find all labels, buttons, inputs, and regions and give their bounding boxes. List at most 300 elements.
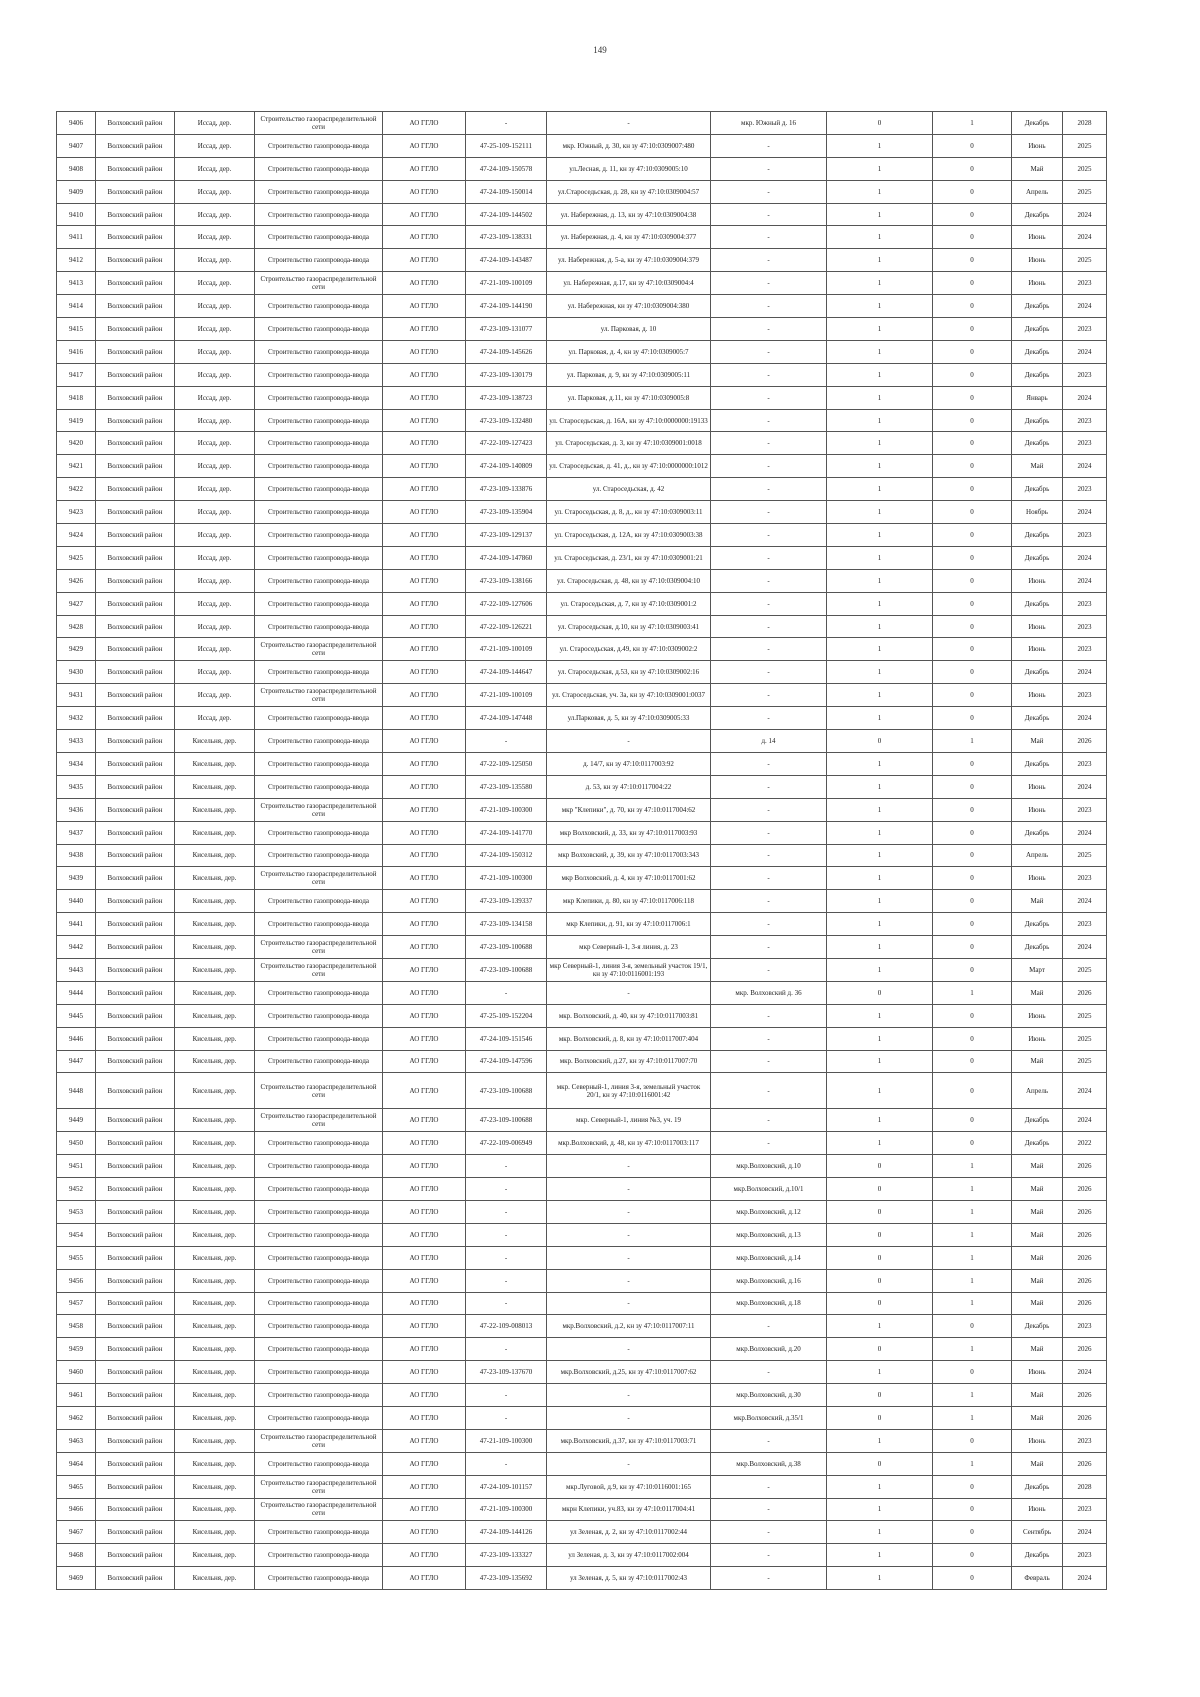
cell-year: 2023 [1063, 524, 1107, 547]
cell-month: Июнь [1012, 134, 1063, 157]
cell-operator: АО ГГЛО [383, 409, 466, 432]
cell-district: Волховский район [96, 1384, 175, 1407]
cell-planned-address: мкр. Волховский д. 36 [711, 981, 827, 1004]
cell-cadastral-address: - [547, 1406, 711, 1429]
cell-work-type: Строительство газопровода-ввода [255, 386, 383, 409]
cell-contract-number: 47-24-109-151546 [466, 1027, 547, 1050]
cell-operator: АО ГГЛО [383, 752, 466, 775]
cell-contract-number: 47-24-109-144126 [466, 1521, 547, 1544]
cell-operator: АО ГГЛО [383, 1384, 466, 1407]
cell-row-number: 9464 [57, 1452, 96, 1475]
cell-planned-address: - [711, 1109, 827, 1132]
cell-count-connected: 1 [827, 318, 933, 341]
cell-settlement: Кисельня, дер. [175, 1109, 255, 1132]
cell-settlement: Иссад, дер. [175, 432, 255, 455]
cell-operator: АО ГГЛО [383, 775, 466, 798]
cell-district: Волховский район [96, 363, 175, 386]
cell-count-planned: 0 [933, 272, 1012, 295]
table-row [57, 730, 1107, 753]
cell-row-number: 9466 [57, 1498, 96, 1521]
cell-month: Декабрь [1012, 752, 1063, 775]
table-row [57, 180, 1107, 203]
cell-district: Волховский район [96, 1338, 175, 1361]
cell-month: Июнь [1012, 1429, 1063, 1452]
cell-operator: АО ГГЛО [383, 1544, 466, 1567]
cell-month: Декабрь [1012, 1315, 1063, 1338]
cell-count-connected: 1 [827, 226, 933, 249]
cell-cadastral-address: ул. Набережная, д. 5-а, кн зу 47:10:0309004:379 [547, 249, 711, 272]
cell-district: Волховский район [96, 1223, 175, 1246]
cell-cadastral-address: мкр Волховский, д. 33, кн зу 47:10:0117003:93 [547, 821, 711, 844]
cell-contract-number: 47-25-109-152111 [466, 134, 547, 157]
cell-contract-number: 47-22-109-006949 [466, 1132, 547, 1155]
cell-settlement: Кисельня, дер. [175, 1338, 255, 1361]
cell-count-planned: 0 [933, 249, 1012, 272]
cell-work-type: Строительство газопровода-ввода [255, 455, 383, 478]
cell-year: 2024 [1063, 661, 1107, 684]
cell-year: 2022 [1063, 1132, 1107, 1155]
cell-contract-number: 47-24-109-140809 [466, 455, 547, 478]
cell-row-number: 9451 [57, 1155, 96, 1178]
cell-work-type: Строительство газопровода-ввода [255, 1223, 383, 1246]
cell-year: 2023 [1063, 478, 1107, 501]
cell-planned-address: мкр.Волховский, д.10 [711, 1155, 827, 1178]
cell-count-connected: 1 [827, 363, 933, 386]
cell-year: 2026 [1063, 1406, 1107, 1429]
cell-operator: АО ГГЛО [383, 180, 466, 203]
cell-cadastral-address: - [547, 1338, 711, 1361]
cell-month: Июнь [1012, 684, 1063, 707]
cell-row-number: 9462 [57, 1406, 96, 1429]
cell-year: 2026 [1063, 1292, 1107, 1315]
cell-year: 2026 [1063, 1269, 1107, 1292]
table-row [57, 1200, 1107, 1223]
cell-cadastral-address: мкр.Волховский, д.25, кн зу 47:10:0117007:62 [547, 1361, 711, 1384]
cell-cadastral-address: ул. Набережная, д. 13, кн зу 47:10:0309004:38 [547, 203, 711, 226]
cell-count-connected: 1 [827, 295, 933, 318]
cell-count-connected: 1 [827, 1361, 933, 1384]
cell-year: 2024 [1063, 1521, 1107, 1544]
cell-operator: АО ГГЛО [383, 1521, 466, 1544]
cell-row-number: 9435 [57, 775, 96, 798]
cell-cadastral-address: ул. Парковая, д. 9, кн зу 47:10:0309005:11 [547, 363, 711, 386]
cell-contract-number: - [466, 1178, 547, 1201]
cell-work-type: Строительство газопровода-ввода [255, 1200, 383, 1223]
cell-work-type: Строительство газораспределительной сети [255, 1498, 383, 1521]
cell-month: Май [1012, 1406, 1063, 1429]
cell-cadastral-address: ул.Лесная, д. 11, кн зу 47:10:0309005:10 [547, 157, 711, 180]
cell-month: Декабрь [1012, 363, 1063, 386]
cell-count-planned: 0 [933, 775, 1012, 798]
cell-count-planned: 0 [933, 134, 1012, 157]
cell-row-number: 9418 [57, 386, 96, 409]
cell-row-number: 9439 [57, 867, 96, 890]
table-row [57, 1155, 1107, 1178]
cell-cadastral-address: ул Зеленая, д. 5, кн зу 47:10:0117002:43 [547, 1567, 711, 1590]
cell-planned-address: д. 14 [711, 730, 827, 753]
cell-year: 2026 [1063, 981, 1107, 1004]
cell-planned-address: - [711, 867, 827, 890]
cell-count-connected: 1 [827, 455, 933, 478]
cell-planned-address: - [711, 890, 827, 913]
cell-year: 2026 [1063, 1223, 1107, 1246]
cell-district: Волховский район [96, 1544, 175, 1567]
cell-count-planned: 0 [933, 1027, 1012, 1050]
cell-work-type: Строительство газопровода-ввода [255, 1155, 383, 1178]
cell-work-type: Строительство газопровода-ввода [255, 318, 383, 341]
cell-year: 2028 [1063, 112, 1107, 135]
cell-month: Март [1012, 958, 1063, 981]
cell-cadastral-address: ул. Парковая, д.11, кн зу 47:10:0309005:8 [547, 386, 711, 409]
cell-district: Волховский район [96, 180, 175, 203]
cell-row-number: 9413 [57, 272, 96, 295]
cell-row-number: 9461 [57, 1384, 96, 1407]
cell-row-number: 9465 [57, 1475, 96, 1498]
cell-month: Декабрь [1012, 1475, 1063, 1498]
cell-month: Декабрь [1012, 661, 1063, 684]
cell-row-number: 9454 [57, 1223, 96, 1246]
cell-operator: АО ГГЛО [383, 203, 466, 226]
cell-contract-number: 47-23-109-139337 [466, 890, 547, 913]
cell-work-type: Строительство газопровода-ввода [255, 1004, 383, 1027]
cell-cadastral-address: мкр. Волховский, д. 8, кн зу 47:10:0117007:404 [547, 1027, 711, 1050]
cell-work-type: Строительство газопровода-ввода [255, 752, 383, 775]
cell-planned-address: мкр.Волховский, д.35/1 [711, 1406, 827, 1429]
cell-district: Волховский район [96, 318, 175, 341]
cell-work-type: Строительство газопровода-ввода [255, 249, 383, 272]
cell-district: Волховский район [96, 1452, 175, 1475]
table-row [57, 249, 1107, 272]
cell-count-planned: 0 [933, 1544, 1012, 1567]
cell-row-number: 9424 [57, 524, 96, 547]
cell-row-number: 9441 [57, 913, 96, 936]
cell-district: Волховский район [96, 157, 175, 180]
cell-contract-number: 47-21-109-100300 [466, 798, 547, 821]
cell-district: Волховский район [96, 524, 175, 547]
cell-contract-number: 47-24-109-141770 [466, 821, 547, 844]
cell-count-connected: 1 [827, 707, 933, 730]
cell-month: Декабрь [1012, 340, 1063, 363]
cell-planned-address: - [711, 958, 827, 981]
cell-settlement: Кисельня, дер. [175, 1073, 255, 1109]
cell-count-planned: 0 [933, 295, 1012, 318]
cell-row-number: 9436 [57, 798, 96, 821]
cell-operator: АО ГГЛО [383, 1155, 466, 1178]
cell-planned-address: - [711, 180, 827, 203]
cell-planned-address: - [711, 1315, 827, 1338]
cell-work-type: Строительство газораспределительной сети [255, 684, 383, 707]
cell-planned-address: - [711, 821, 827, 844]
cell-contract-number: 47-21-109-100109 [466, 684, 547, 707]
cell-district: Волховский район [96, 1292, 175, 1315]
cell-work-type: Строительство газопровода-ввода [255, 501, 383, 524]
cell-settlement: Иссад, дер. [175, 318, 255, 341]
cell-work-type: Строительство газопровода-ввода [255, 1338, 383, 1361]
cell-planned-address: - [711, 569, 827, 592]
cell-operator: АО ГГЛО [383, 684, 466, 707]
cell-row-number: 9407 [57, 134, 96, 157]
cell-count-planned: 1 [933, 1452, 1012, 1475]
cell-count-connected: 1 [827, 1073, 933, 1109]
cell-district: Волховский район [96, 1004, 175, 1027]
cell-district: Волховский район [96, 707, 175, 730]
cell-year: 2024 [1063, 1109, 1107, 1132]
cell-settlement: Кисельня, дер. [175, 958, 255, 981]
cell-operator: АО ГГЛО [383, 455, 466, 478]
cell-operator: АО ГГЛО [383, 1429, 466, 1452]
cell-count-planned: 0 [933, 157, 1012, 180]
table-row [57, 1050, 1107, 1073]
cell-contract-number: 47-24-109-147860 [466, 546, 547, 569]
cell-operator: АО ГГЛО [383, 1200, 466, 1223]
cell-settlement: Иссад, дер. [175, 226, 255, 249]
cell-cadastral-address: д. 14/7, кн зу 47:10:0117003:92 [547, 752, 711, 775]
page-number: 149 [593, 45, 607, 55]
cell-count-connected: 1 [827, 592, 933, 615]
cell-contract-number: 47-21-109-100109 [466, 272, 547, 295]
cell-year: 2024 [1063, 936, 1107, 959]
cell-count-planned: 0 [933, 432, 1012, 455]
table-row [57, 1567, 1107, 1590]
cell-count-planned: 0 [933, 958, 1012, 981]
cell-row-number: 9408 [57, 157, 96, 180]
cell-row-number: 9469 [57, 1567, 96, 1590]
cell-cadastral-address: мкр Северный-1, 3-я линия, д. 23 [547, 936, 711, 959]
cell-cadastral-address: - [547, 730, 711, 753]
cell-planned-address: - [711, 1567, 827, 1590]
cell-contract-number: 47-23-109-100688 [466, 936, 547, 959]
cell-count-planned: 1 [933, 981, 1012, 1004]
cell-count-connected: 1 [827, 958, 933, 981]
cell-settlement: Кисельня, дер. [175, 913, 255, 936]
cell-operator: АО ГГЛО [383, 546, 466, 569]
cell-count-connected: 1 [827, 1498, 933, 1521]
cell-settlement: Иссад, дер. [175, 272, 255, 295]
cell-count-connected: 1 [827, 272, 933, 295]
cell-count-planned: 0 [933, 913, 1012, 936]
cell-year: 2024 [1063, 340, 1107, 363]
cell-row-number: 9428 [57, 615, 96, 638]
table-row [57, 592, 1107, 615]
cell-operator: АО ГГЛО [383, 1452, 466, 1475]
cell-planned-address: - [711, 707, 827, 730]
table-row [57, 1338, 1107, 1361]
cell-work-type: Строительство газопровода-ввода [255, 157, 383, 180]
cell-row-number: 9449 [57, 1109, 96, 1132]
cell-month: Май [1012, 890, 1063, 913]
cell-district: Волховский район [96, 386, 175, 409]
cell-settlement: Иссад, дер. [175, 157, 255, 180]
table-row [57, 569, 1107, 592]
table-row [57, 112, 1107, 135]
cell-settlement: Иссад, дер. [175, 386, 255, 409]
cell-work-type: Строительство газораспределительной сети [255, 1429, 383, 1452]
cell-planned-address: - [711, 455, 827, 478]
cell-row-number: 9429 [57, 638, 96, 661]
cell-work-type: Строительство газораспределительной сети [255, 272, 383, 295]
cell-district: Волховский район [96, 958, 175, 981]
cell-row-number: 9457 [57, 1292, 96, 1315]
cell-district: Волховский район [96, 1200, 175, 1223]
cell-work-type: Строительство газопровода-ввода [255, 1384, 383, 1407]
cell-count-connected: 1 [827, 775, 933, 798]
cell-operator: АО ГГЛО [383, 867, 466, 890]
cell-settlement: Кисельня, дер. [175, 1223, 255, 1246]
cell-count-planned: 0 [933, 752, 1012, 775]
cell-cadastral-address: ул Зеленая, д. 2, кн зу 47:10:0117002:44 [547, 1521, 711, 1544]
cell-planned-address: - [711, 1521, 827, 1544]
cell-cadastral-address: ул. Староседьская, д. 3, кн зу 47:10:0309001:0018 [547, 432, 711, 455]
cell-operator: АО ГГЛО [383, 340, 466, 363]
cell-work-type: Строительство газопровода-ввода [255, 180, 383, 203]
cell-count-planned: 0 [933, 592, 1012, 615]
cell-district: Волховский район [96, 1429, 175, 1452]
cell-planned-address: - [711, 936, 827, 959]
cell-district: Волховский район [96, 638, 175, 661]
cell-count-planned: 0 [933, 1109, 1012, 1132]
cell-work-type: Строительство газопровода-ввода [255, 592, 383, 615]
cell-cadastral-address: ул. Староседьская, д. 41, д., кн зу 47:10:0000000:1012 [547, 455, 711, 478]
cell-month: Декабрь [1012, 478, 1063, 501]
cell-count-planned: 0 [933, 1498, 1012, 1521]
cell-count-connected: 1 [827, 1027, 933, 1050]
cell-month: Июнь [1012, 226, 1063, 249]
cell-contract-number: - [466, 1338, 547, 1361]
cell-operator: АО ГГЛО [383, 1498, 466, 1521]
cell-count-planned: 0 [933, 409, 1012, 432]
cell-work-type: Строительство газопровода-ввода [255, 1292, 383, 1315]
cell-month: Декабрь [1012, 112, 1063, 135]
cell-cadastral-address: мкр. Волховский, д. 40, кн зу 47:10:0117003:81 [547, 1004, 711, 1027]
cell-work-type: Строительство газопровода-ввода [255, 821, 383, 844]
cell-year: 2023 [1063, 798, 1107, 821]
cell-cadastral-address: ул. Староседьская, уч. 3а, кн зу 47:10:0309001:0037 [547, 684, 711, 707]
cell-work-type: Строительство газопровода-ввода [255, 730, 383, 753]
cell-month: Июнь [1012, 1498, 1063, 1521]
cell-month: Июнь [1012, 615, 1063, 638]
cell-year: 2023 [1063, 363, 1107, 386]
gas-connection-registry-table [56, 111, 1107, 1590]
cell-district: Волховский район [96, 340, 175, 363]
cell-operator: АО ГГЛО [383, 272, 466, 295]
table-row [57, 295, 1107, 318]
cell-district: Волховский район [96, 890, 175, 913]
cell-count-connected: 0 [827, 1384, 933, 1407]
cell-count-connected: 1 [827, 546, 933, 569]
cell-work-type: Строительство газораспределительной сети [255, 112, 383, 135]
cell-operator: АО ГГЛО [383, 1178, 466, 1201]
cell-district: Волховский район [96, 1475, 175, 1498]
cell-settlement: Кисельня, дер. [175, 1475, 255, 1498]
cell-month: Апрель [1012, 180, 1063, 203]
cell-count-planned: 1 [933, 1246, 1012, 1269]
cell-planned-address: - [711, 844, 827, 867]
cell-cadastral-address: ул. Набережная, д.17, кн зу 47:10:0309004:4 [547, 272, 711, 295]
cell-count-planned: 0 [933, 1521, 1012, 1544]
cell-district: Волховский район [96, 913, 175, 936]
cell-row-number: 9414 [57, 295, 96, 318]
cell-operator: АО ГГЛО [383, 386, 466, 409]
cell-settlement: Иссад, дер. [175, 112, 255, 135]
cell-month: Июнь [1012, 775, 1063, 798]
cell-planned-address: - [711, 798, 827, 821]
cell-operator: АО ГГЛО [383, 1027, 466, 1050]
cell-operator: АО ГГЛО [383, 1406, 466, 1429]
cell-year: 2024 [1063, 546, 1107, 569]
cell-district: Волховский район [96, 1178, 175, 1201]
cell-operator: АО ГГЛО [383, 981, 466, 1004]
cell-work-type: Строительство газопровода-ввода [255, 1544, 383, 1567]
cell-district: Волховский район [96, 1498, 175, 1521]
table-row [57, 203, 1107, 226]
cell-settlement: Кисельня, дер. [175, 1521, 255, 1544]
cell-contract-number: 47-23-109-129137 [466, 524, 547, 547]
cell-cadastral-address: ул. Староседьская, д. 48, кн зу 47:10:0309004:10 [547, 569, 711, 592]
cell-planned-address: - [711, 592, 827, 615]
cell-row-number: 9437 [57, 821, 96, 844]
cell-planned-address: - [711, 1475, 827, 1498]
cell-work-type: Строительство газопровода-ввода [255, 1050, 383, 1073]
cell-district: Волховский район [96, 981, 175, 1004]
cell-cadastral-address: - [547, 1178, 711, 1201]
cell-planned-address: - [711, 524, 827, 547]
cell-operator: АО ГГЛО [383, 730, 466, 753]
cell-settlement: Иссад, дер. [175, 569, 255, 592]
cell-operator: АО ГГЛО [383, 1315, 466, 1338]
table-row [57, 936, 1107, 959]
cell-count-connected: 1 [827, 432, 933, 455]
cell-district: Волховский район [96, 1027, 175, 1050]
cell-month: Декабрь [1012, 318, 1063, 341]
cell-year: 2024 [1063, 1567, 1107, 1590]
cell-operator: АО ГГЛО [383, 844, 466, 867]
cell-count-planned: 0 [933, 1429, 1012, 1452]
cell-row-number: 9406 [57, 112, 96, 135]
cell-contract-number: - [466, 1406, 547, 1429]
cell-cadastral-address: ул. Староседьская, д. 16А, кн зу 47:10:0000000:19133 [547, 409, 711, 432]
cell-cadastral-address: мкрн Клепики, уч.83, кн зу 47:10:0117004:41 [547, 1498, 711, 1521]
cell-contract-number: 47-23-109-133876 [466, 478, 547, 501]
cell-month: Июнь [1012, 1027, 1063, 1050]
cell-planned-address: - [711, 1004, 827, 1027]
cell-work-type: Строительство газораспределительной сети [255, 798, 383, 821]
cell-contract-number: 47-23-109-138166 [466, 569, 547, 592]
cell-year: 2024 [1063, 203, 1107, 226]
cell-settlement: Иссад, дер. [175, 249, 255, 272]
cell-operator: АО ГГЛО [383, 363, 466, 386]
cell-count-connected: 0 [827, 1178, 933, 1201]
cell-district: Волховский район [96, 1050, 175, 1073]
cell-settlement: Кисельня, дер. [175, 730, 255, 753]
cell-cadastral-address: мкр.Луговой, д.9, кн зу 47:10:0116001:165 [547, 1475, 711, 1498]
cell-count-planned: 1 [933, 1292, 1012, 1315]
cell-count-connected: 1 [827, 386, 933, 409]
cell-row-number: 9422 [57, 478, 96, 501]
cell-count-connected: 1 [827, 1050, 933, 1073]
cell-work-type: Строительство газопровода-ввода [255, 890, 383, 913]
cell-row-number: 9434 [57, 752, 96, 775]
cell-planned-address: мкр.Волховский, д.10/1 [711, 1178, 827, 1201]
cell-count-planned: 0 [933, 798, 1012, 821]
cell-operator: АО ГГЛО [383, 1004, 466, 1027]
cell-contract-number: - [466, 1384, 547, 1407]
cell-cadastral-address: мкр. Северный-1, линия №3, уч. 19 [547, 1109, 711, 1132]
cell-settlement: Кисельня, дер. [175, 1567, 255, 1590]
cell-contract-number: 47-23-109-135904 [466, 501, 547, 524]
cell-year: 2024 [1063, 707, 1107, 730]
cell-cadastral-address: ул.Парковая, д. 5, кн зу 47:10:0309005:33 [547, 707, 711, 730]
cell-work-type: Строительство газопровода-ввода [255, 1406, 383, 1429]
